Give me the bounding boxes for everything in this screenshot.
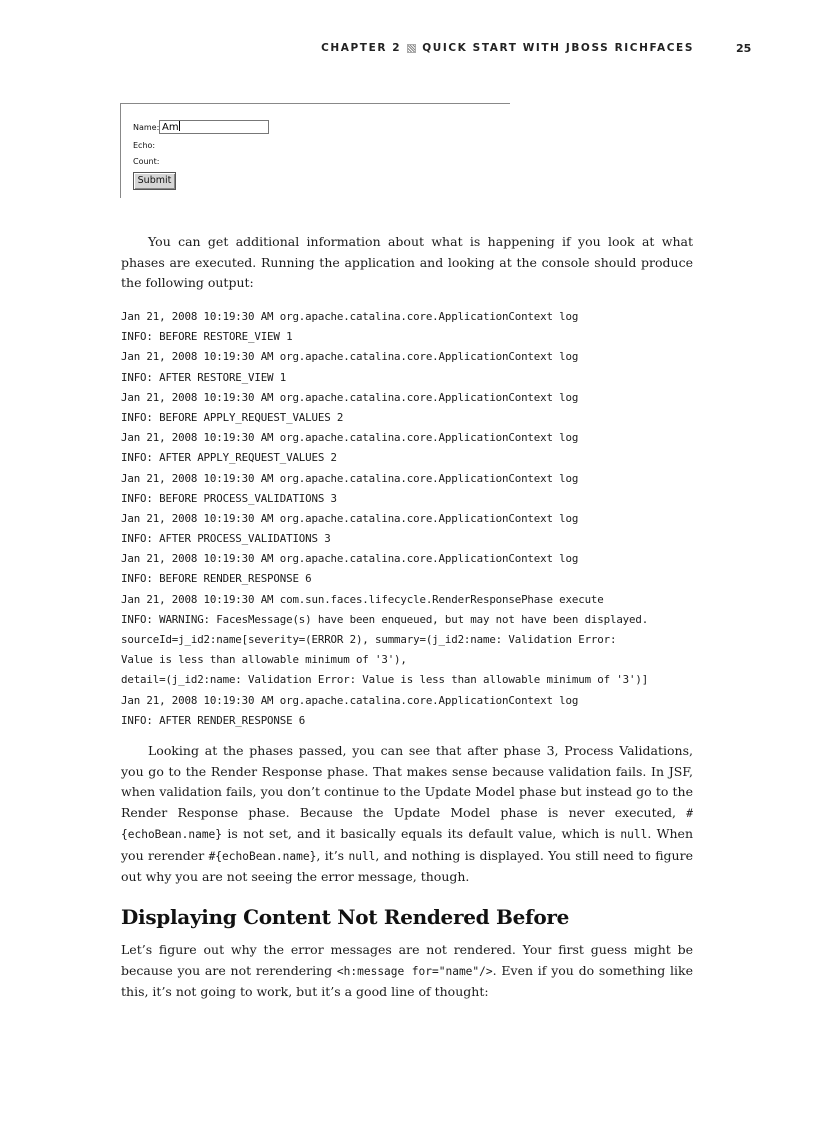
console-line: Jan 21, 2008 10:19:30 AM org.apache.catalina.core.ApplicationContext log	[121, 390, 579, 404]
console-line: INFO: BEFORE PROCESS_VALIDATIONS 3	[121, 491, 337, 505]
name-row	[133, 122, 179, 133]
text-span: is not set, and it basically equals its default value, which is	[222, 826, 621, 841]
console-line: INFO: BEFORE RENDER_RESPONSE 6	[121, 572, 312, 586]
inline-code: #{echoBean.name}	[208, 849, 317, 863]
chapter-name: QUICK START WITH JBOSS RICHFACES	[422, 42, 694, 54]
console-line: INFO: AFTER RENDER_RESPONSE 6	[121, 713, 306, 727]
inline-code: <h:message for="name"/>	[336, 964, 493, 978]
text-span: Looking at the phases passed, you can see that after phase 3, Process Validations, you go to the Render Response phase. That makes sense because validation fails. In JSF, when validation fails, you don’t continue to the Update Model phase but instead go to the Render Response phase. Because the Update Model phase is never executed,	[121, 743, 693, 820]
form-screenshot-figure	[120, 103, 512, 199]
console-line: Jan 21, 2008 10:19:30 AM org.apache.catalina.core.ApplicationContext log	[121, 431, 579, 445]
console-line: Jan 21, 2008 10:19:30 AM com.sun.faces.lifecycle.RenderResponsePhase execute	[121, 592, 604, 606]
page-number: 25	[736, 42, 752, 55]
chapter-label: CHAPTER 2	[321, 42, 402, 54]
name-label: Name:	[133, 123, 160, 132]
console-line: Jan 21, 2008 10:19:30 AM org.apache.catalina.core.ApplicationContext log	[121, 511, 579, 525]
text-span: , and nothing is displayed. You still need to figure out why you are not seeing the error message, though.	[121, 847, 693, 884]
text-span: Let’s figure out why the error messages are not rendered. Your first guess might be because you are not rerendering	[121, 942, 693, 978]
text-span: . Even if you do something like this, it’s not going to work, but it’s a good line of thought:	[121, 962, 693, 999]
console-line: detail=(j_id2:name: Validation Error: Value is less than allowable minimum of '3')]	[121, 673, 649, 687]
running-header	[0, 42, 816, 58]
console-line: sourceId=j_id2:name[severity=(ERROR 2), summary=(j_id2:name: Validation Error:	[121, 633, 617, 646]
inline-code: null	[620, 828, 648, 841]
echo-label: Echo:	[133, 141, 156, 150]
console-line: Jan 21, 2008 10:19:30 AM org.apache.catalina.core.ApplicationContext log	[121, 693, 579, 707]
square-hatched-icon	[407, 44, 416, 53]
console-output	[121, 307, 696, 731]
text-span: , it’s	[316, 847, 349, 863]
count-label: Count:	[133, 157, 160, 166]
paragraph-phases-explanation	[121, 741, 693, 888]
console-line: INFO: BEFORE RESTORE_VIEW 1	[121, 330, 293, 344]
submit-button[interactable]: Submit	[133, 172, 176, 190]
inline-code: null	[348, 849, 376, 863]
figure-top-border	[120, 103, 510, 104]
text-span: . When you rerender	[121, 826, 694, 863]
console-line: INFO: AFTER RESTORE_VIEW 1	[121, 370, 287, 384]
paragraph-error-messages	[121, 940, 693, 1003]
console-line: Jan 21, 2008 10:19:30 AM org.apache.catalina.core.ApplicationContext log	[121, 552, 579, 566]
name-input-value: Am	[162, 122, 179, 133]
console-line: INFO: BEFORE APPLY_REQUEST_VALUES 2	[121, 410, 344, 424]
inline-code: #{echoBean.name}	[121, 806, 693, 841]
text-caret	[179, 121, 180, 131]
console-line: INFO: WARNING: FacesMessage(s) have been enqueued, but may not have been displayed.	[121, 612, 649, 626]
paragraph-phases-intro: You can get additional information about what is happening if you look at what phases are executed. Running the application and looking at the console should produce the following output:	[121, 234, 693, 290]
console-line: INFO: AFTER APPLY_REQUEST_VALUES 2	[121, 451, 337, 465]
section-heading: Displaying Content Not Rendered Before	[121, 905, 570, 929]
figure-left-border	[120, 103, 121, 198]
console-line: Jan 21, 2008 10:19:30 AM org.apache.catalina.core.ApplicationContext log	[121, 471, 579, 485]
console-line: Value is less than allowable minimum of '3'),	[121, 653, 407, 667]
console-line: Jan 21, 2008 10:19:30 AM org.apache.catalina.core.ApplicationContext log	[121, 310, 579, 323]
chapter-title	[321, 42, 694, 54]
console-line: Jan 21, 2008 10:19:30 AM org.apache.catalina.core.ApplicationContext log	[121, 350, 579, 364]
console-line: INFO: AFTER PROCESS_VALIDATIONS 3	[121, 532, 331, 546]
name-input[interactable]	[159, 120, 269, 134]
